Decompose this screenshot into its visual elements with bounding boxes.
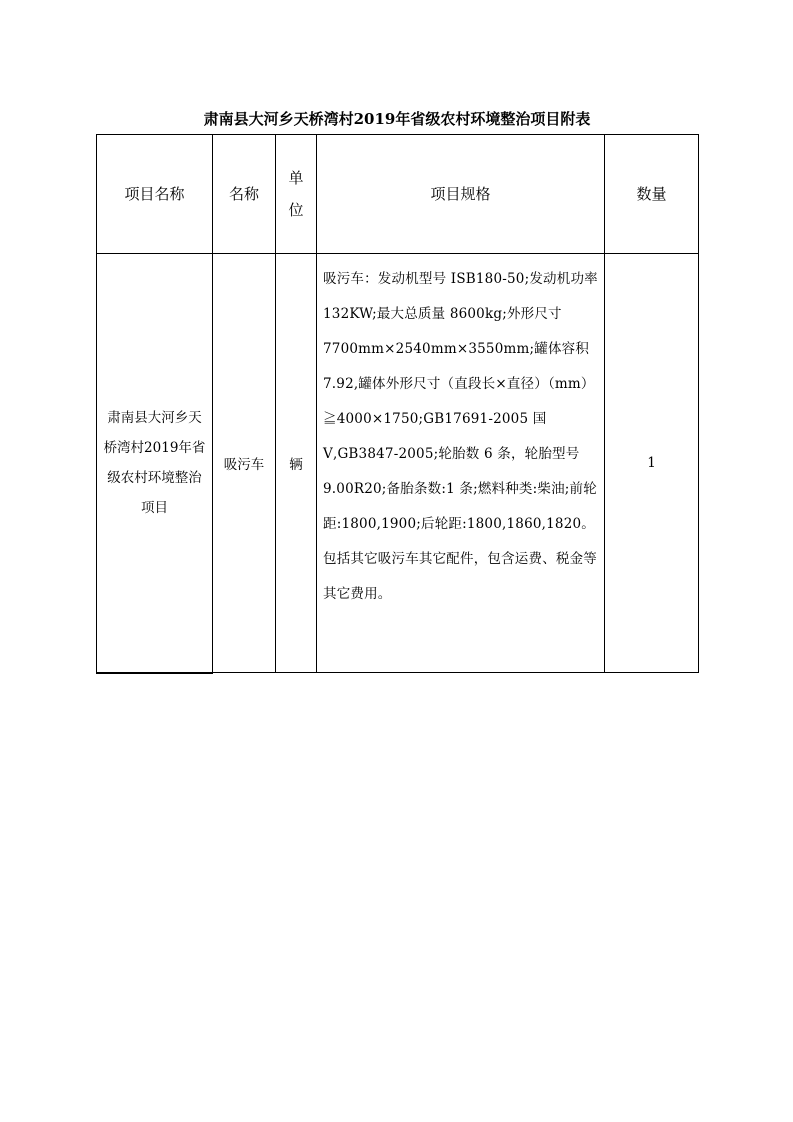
header-unit [276, 135, 317, 254]
document-title: 肃南县大河乡天桥湾村2019年省级农村环境整治项目附表 [203, 110, 591, 128]
header-quantity: 数量 [605, 135, 699, 254]
header-project-name: 项目名称 [97, 135, 213, 254]
cell-quantity: 1 [605, 254, 699, 673]
project-table [96, 134, 699, 674]
cell-name: 吸污车 [213, 254, 276, 673]
header-spec: 项目规格 [317, 135, 605, 254]
project-name-text: 肃南县大河乡天桥湾村2019年省级农村环境整治项目 [103, 409, 206, 516]
cell-spec: 吸污车：发动机型号 ISB180-50;发动机功率 132KW;最大总质量 8600kg;外形尺寸 7700mm×2540mm×3550mm;罐体容积 7.92,罐体外形尺寸（直段长×直径）（mm）≧4000×1750;GB17691-2005 国Ⅴ,GB3847-2005;轮胎数 6 条，轮胎型号 9.00R20;备胎条数:1 条;燃料种类:柴油;前轮距:1800,1900;后轮距:1800,1860,1820。包括其它吸污车其它配件，包含运费、税金等其它费用。 [317, 254, 605, 673]
table-row [97, 254, 699, 673]
cell-unit: 辆 [276, 254, 317, 673]
header-name: 名称 [213, 135, 276, 254]
table-header-row [97, 135, 699, 254]
cell-project-name [97, 254, 213, 673]
header-unit-label: 单位 [288, 169, 304, 219]
